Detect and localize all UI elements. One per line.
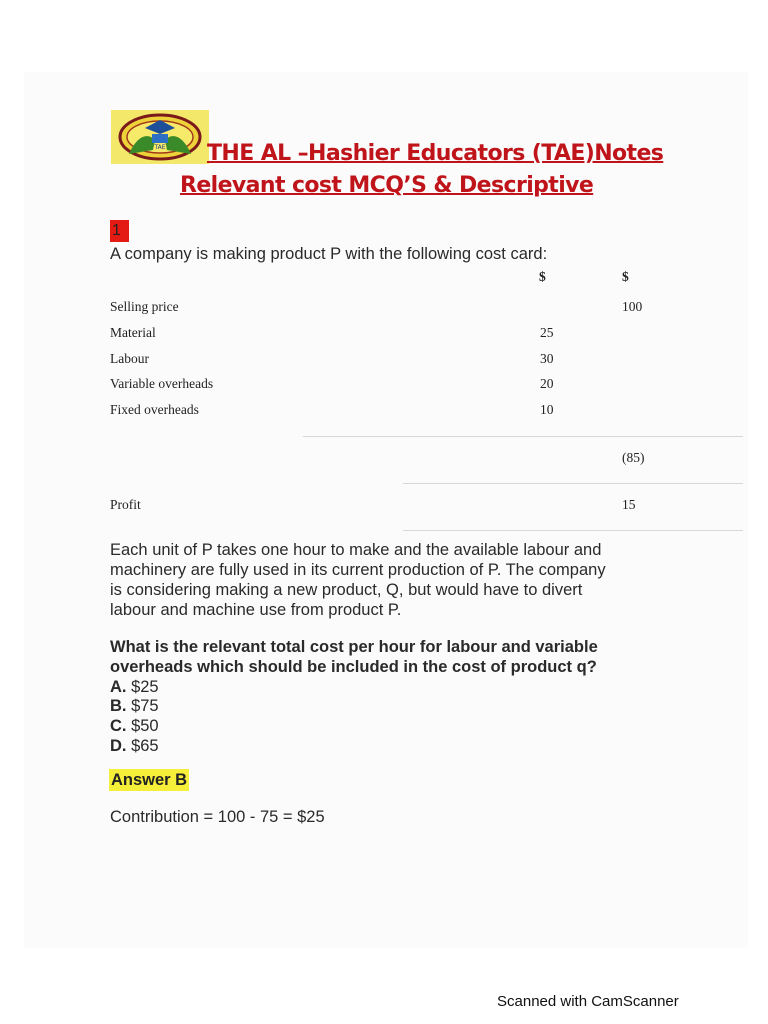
- table-row-value: 20: [540, 376, 554, 391]
- answer-highlight: Answer B: [111, 771, 188, 789]
- table-row-value: 30: [540, 351, 554, 366]
- table-row-label: Selling price: [110, 299, 179, 314]
- table-row-value: 10: [540, 402, 554, 417]
- table-row-value: 100: [622, 299, 643, 314]
- question-prompt-line: overheads which should be included in the cost of product q?: [110, 658, 597, 676]
- scanner-watermark: Scanned with CamScanner: [497, 993, 679, 1010]
- table-profit-value: 15: [622, 497, 636, 512]
- option-a: A. $25: [110, 678, 159, 696]
- question-body-line: is considering making a new product, Q, but would have to divert: [110, 581, 583, 599]
- question-intro: A company is making product P with the following cost card:: [110, 245, 548, 263]
- question-number-badge: 1: [110, 220, 129, 242]
- table-row-label: Labour: [110, 351, 149, 366]
- table-profit-label: Profit: [110, 497, 141, 512]
- tae-logo: [111, 110, 209, 164]
- table-divider: [303, 436, 743, 437]
- question-body-line: Each unit of P takes one hour to make and the available labour and: [110, 541, 602, 559]
- table-col-header-2: $: [622, 269, 629, 284]
- question-body-line: labour and machine use from product P.: [110, 601, 402, 619]
- logo-text: TAE: [154, 144, 166, 151]
- table-row-label: Material: [110, 325, 156, 340]
- table-subtotal: (85): [622, 450, 645, 465]
- option-b: B. $75: [110, 697, 159, 715]
- table-row-label: Fixed overheads: [110, 402, 199, 417]
- table-divider: [403, 530, 743, 531]
- table-col-header-1: $: [539, 269, 546, 284]
- question-prompt-line: What is the relevant total cost per hour for labour and variable: [110, 638, 598, 656]
- table-row-value: 25: [540, 325, 554, 340]
- answer-explanation: Contribution = 100 - 75 = $25: [110, 808, 325, 826]
- table-divider: [403, 483, 743, 484]
- table-row-label: Variable overheads: [110, 376, 214, 391]
- document-title: THE AL –Hashier Educators (TAE)Notes: [207, 141, 664, 166]
- option-c: C. $50: [110, 717, 159, 735]
- option-d: D. $65: [110, 737, 159, 755]
- question-body-line: machinery are fully used in its current production of P. The company: [110, 561, 606, 579]
- document-subtitle: Relevant cost MCQ’S & Descriptive: [180, 173, 594, 198]
